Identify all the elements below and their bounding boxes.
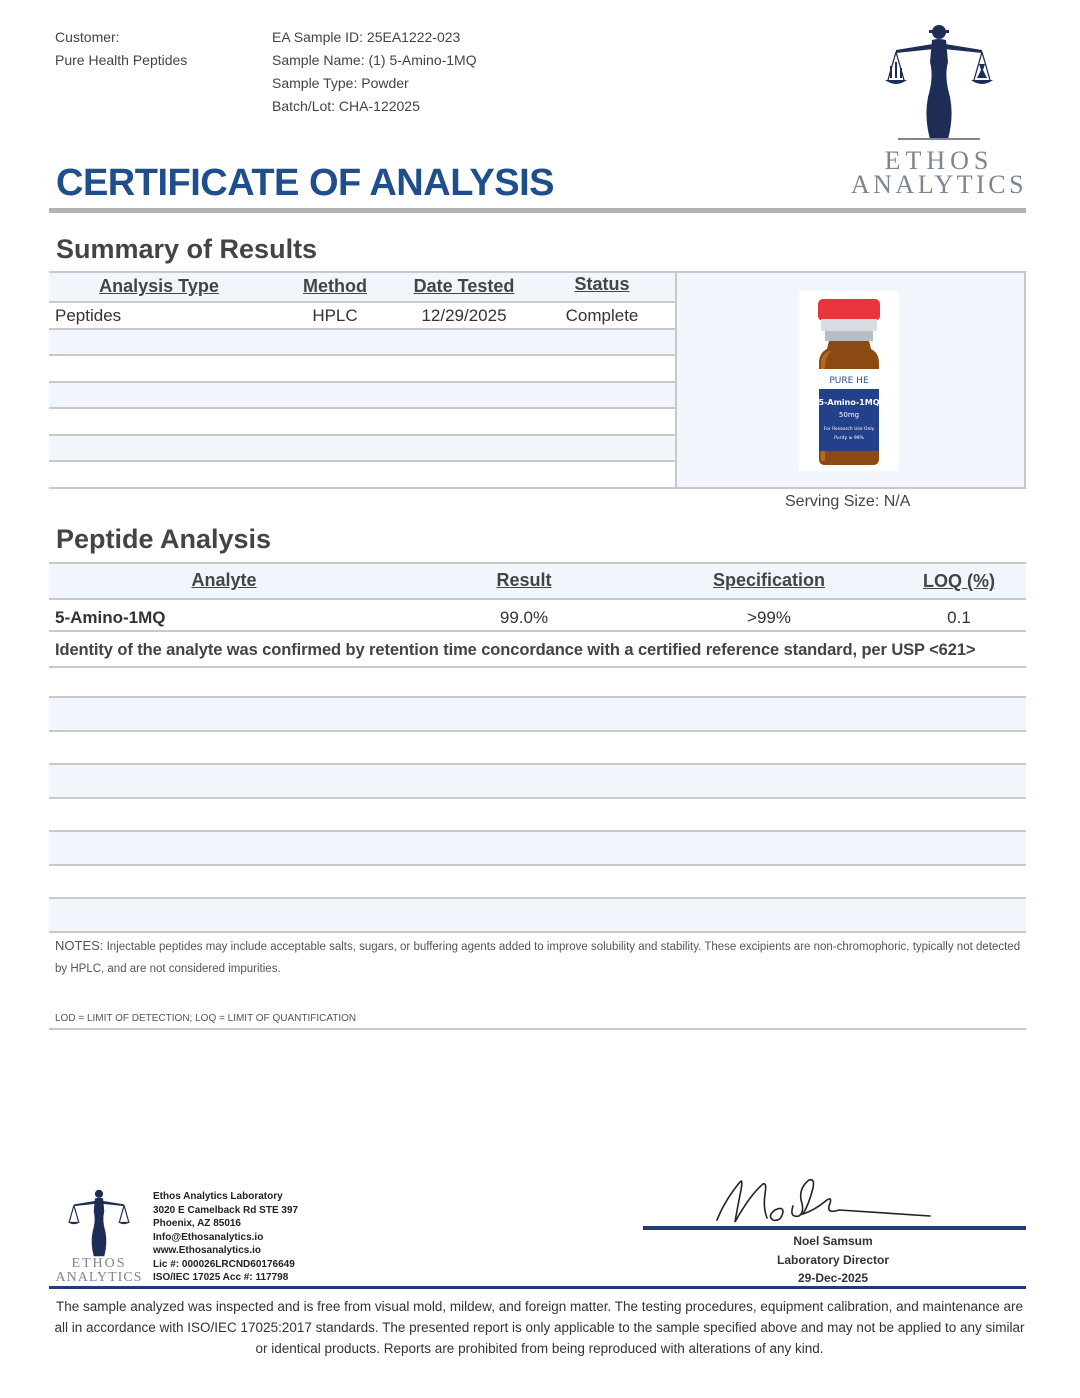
col-method: Method bbox=[303, 276, 367, 296]
notes bbox=[55, 935, 1025, 980]
lab-name: Ethos Analytics Laboratory bbox=[153, 1191, 283, 1202]
ethos-logo bbox=[850, 22, 1028, 202]
col-date-tested: Date Tested bbox=[413, 276, 515, 296]
serving-size: Serving Size: N/A bbox=[785, 493, 911, 510]
col-loq: LOQ (%) bbox=[923, 571, 995, 591]
title-divider bbox=[49, 208, 1026, 213]
notes-divider bbox=[49, 1028, 1026, 1030]
summary-cell-status: Complete bbox=[565, 306, 639, 325]
lab-address2: Phoenix, AZ 85016 bbox=[153, 1218, 241, 1229]
lab-iso: ISO/IEC 17025 Acc #: 117798 bbox=[153, 1272, 289, 1283]
signature-block bbox=[643, 1232, 1023, 1288]
col-analysis-type: Analysis Type bbox=[99, 276, 219, 296]
scales-of-justice-figure-icon bbox=[66, 1188, 132, 1258]
peptide-vial-image bbox=[799, 291, 899, 471]
col-result: Result bbox=[496, 570, 552, 590]
summary-table bbox=[49, 271, 1026, 489]
batch-lot: Batch/Lot: CHA-122025 bbox=[272, 98, 420, 114]
scales-of-justice-figure-icon bbox=[884, 22, 994, 142]
footer-logo-analytics: ANALYTICS bbox=[55, 1270, 143, 1285]
footer-logo-ethos: ETHOS bbox=[71, 1256, 127, 1271]
vial-label-purity: Purity ≥ 99% bbox=[834, 436, 864, 441]
summary-heading: Summary of Results bbox=[56, 234, 318, 264]
peptide-cell-analyte: 5-Amino-1MQ bbox=[55, 608, 166, 627]
vial-label-amount: 50mg bbox=[838, 411, 860, 419]
vial-label-use: For Research Use Only bbox=[823, 427, 875, 432]
sample-id: EA Sample ID: 25EA1222-023 bbox=[272, 29, 461, 45]
peptide-cell-specification: >99% bbox=[747, 608, 791, 627]
vial-label-brand: PURE HE bbox=[829, 376, 869, 386]
director-name: Noel Samsum bbox=[793, 1234, 873, 1248]
col-specification: Specification bbox=[712, 570, 826, 590]
lab-website[interactable]: www.Ethosanalytics.io bbox=[153, 1245, 261, 1256]
abbreviations: LOD = LIMIT OF DETECTION; LOQ = LIMIT OF QUANTIFICATION bbox=[55, 1013, 357, 1024]
vial-label-name: 5-Amino-1MQ bbox=[818, 398, 880, 407]
lab-email[interactable]: Info@Ethosanalytics.io bbox=[153, 1231, 264, 1243]
lab-contact-block bbox=[153, 1190, 298, 1285]
customer-name: Pure Health Peptides bbox=[55, 52, 188, 68]
lab-address1: 3020 E Camelback Rd STE 397 bbox=[153, 1204, 299, 1216]
col-analyte: Analyte bbox=[191, 570, 257, 590]
page-title: CERTIFICATE OF ANALYSIS bbox=[56, 162, 555, 204]
summary-cell-method: HPLC bbox=[312, 306, 358, 325]
footer-logo bbox=[49, 1186, 149, 1286]
peptide-heading: Peptide Analysis bbox=[56, 524, 272, 554]
notes-text: Injectable peptides may include acceptable salts, sugars, or buffering agents added to improve solubility and stability. These excipients are non-chromophoric, typically not detected by HPLC, and are not considered impurities. bbox=[55, 941, 1021, 975]
director-signature bbox=[705, 1170, 935, 1230]
col-status: Status bbox=[574, 274, 630, 294]
sample-info-block bbox=[272, 26, 477, 118]
disclaimer: The sample analyzed was inspected and is free from visual mold, mildew, and foreign matter. The testing procedures, equipment calibration, and maintenance are all in accordance with ISO/IEC 17025:2017 standards. The presented report is only applicable to the sample specified above and may not be applied to any similar or identical products. Reports are prohibited from being reproduced with alterations of any kind. bbox=[54, 1299, 1025, 1356]
peptide-cell-loq: 0.1 bbox=[947, 608, 971, 627]
identity-note: Identity of the analyte was confirmed by retention time concordance with a certified reference standard, per USP <621> bbox=[55, 641, 976, 659]
signature-rule bbox=[643, 1226, 1026, 1230]
director-title: Laboratory Director bbox=[776, 1252, 890, 1267]
signature-date: 29-Dec-2025 bbox=[797, 1271, 869, 1285]
sample-type: Sample Type: Powder bbox=[272, 75, 409, 91]
lab-license: Lic #: 000026LRCND60176649 bbox=[153, 1258, 295, 1270]
notes-label: NOTES: bbox=[55, 938, 104, 953]
customer-block bbox=[55, 26, 187, 72]
logo-text-analytics: ANALYTICS bbox=[850, 170, 1028, 199]
sample-name: Sample Name: (1) 5-Amino-1MQ bbox=[272, 52, 477, 68]
logo-text-ethos: ETHOS bbox=[884, 146, 994, 175]
customer-label: Customer: bbox=[55, 29, 120, 45]
peptide-table bbox=[49, 562, 1026, 934]
summary-cell-analysis-type: Peptides bbox=[55, 306, 122, 325]
footer-rule bbox=[49, 1286, 1026, 1289]
peptide-cell-result: 99.0% bbox=[499, 608, 549, 627]
summary-cell-date-tested: 12/29/2025 bbox=[421, 306, 507, 325]
